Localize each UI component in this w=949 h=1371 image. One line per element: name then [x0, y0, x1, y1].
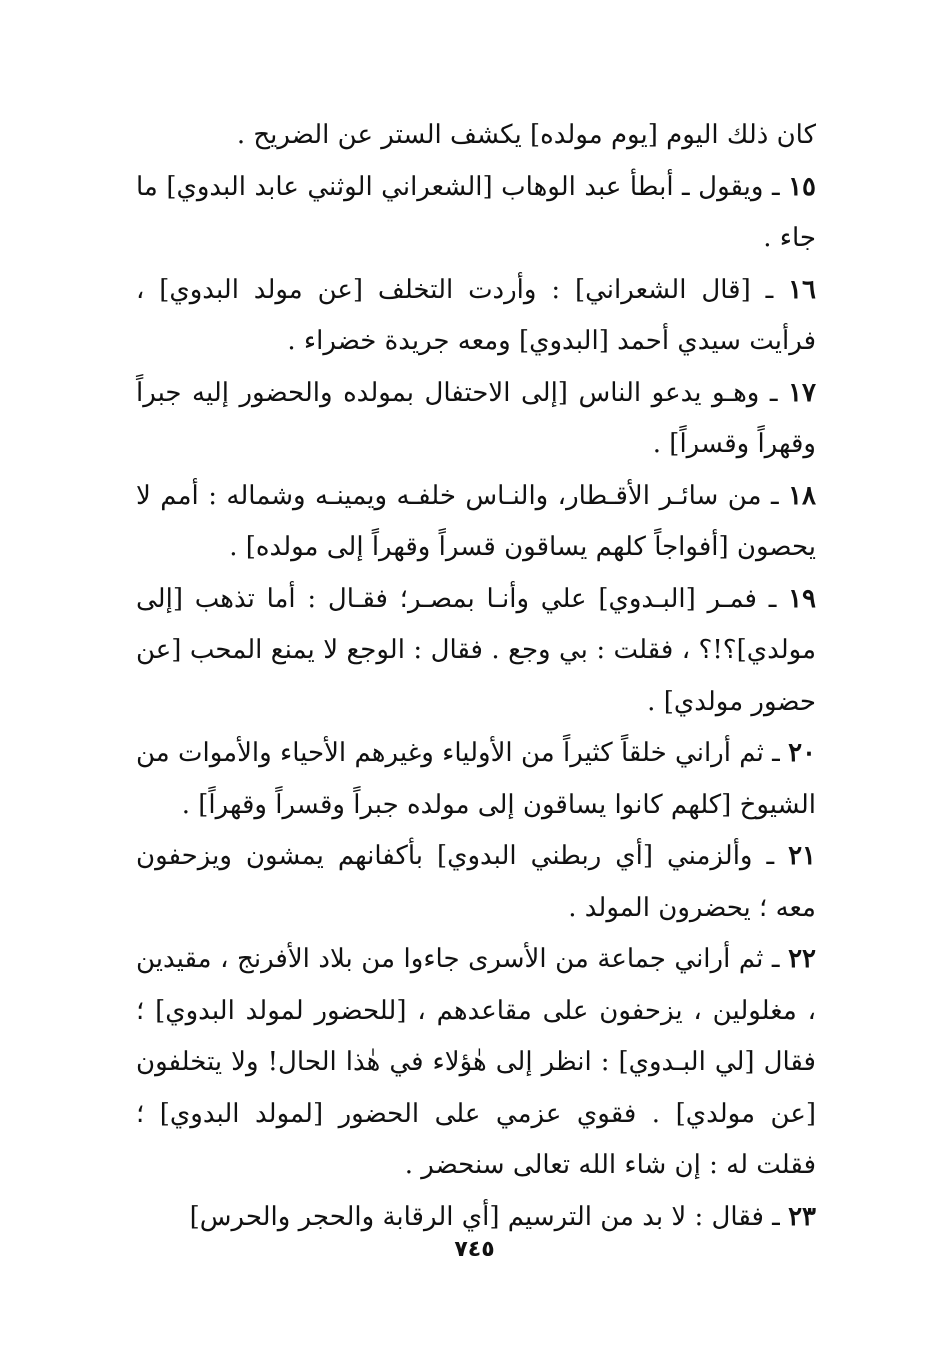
- paragraph-19: [136, 574, 816, 729]
- paragraph-text: ـ فمـر [البـدوي] علي وأنـا بمصـر؛ فقـال : أما تذهب [إلى مولدي]؟!؟ ، فقلت : بي وجع . فقال : الوجع لا يمنع المحب [عن حضور مولدي] .: [136, 583, 816, 717]
- paragraph-16: [136, 265, 816, 368]
- paragraph-17: [136, 368, 816, 471]
- paragraph-text: ـ [قال الشعراني] : وأردت التخلف [عن مولد البدوي] ، فرأيت سيدي أحمد [البدوي] ومعه جريدة خضراء .: [136, 274, 816, 356]
- paragraph-20: [136, 728, 816, 831]
- paragraph-number: ٢٢: [788, 944, 816, 974]
- paragraph-text: ـ فقال : لا بد من الترسيم [أي الرقابة والحجر والحرس]: [189, 1201, 789, 1232]
- paragraph-text: ـ من سائـر الأقـطار، والنـاس خلفـه ويمينـه وشماله : أمم لا يحصون [أفواجاً كلهم يساقون قسراً وقهراً إلى مولده] .: [136, 480, 816, 562]
- paragraph-21: [136, 831, 816, 934]
- paragraph-text: ـ ثم أراني جماعة من الأسرى جاءوا من بلاد الأفرنج ، مقيدين ، مغلولين ، يزحفون على مقاعدهم ، [للحضور لمولد البدوي] ؛ فقال [لي البـدوي] : انظر إلى هٰؤلاء في هٰذا الحال! ولا يتخلفون [عن مولدي] . فقوي عزمي على الحضور [لمولد البدوي] ؛ فقلت له : إن شاء الله تعالى سنحضر .: [136, 944, 816, 1180]
- paragraph-number: ٢١: [788, 841, 816, 871]
- paragraph-number: ٢٣: [788, 1201, 816, 1232]
- paragraph-text: ـ وهـو يدعو الناس [إلى الاحتفال بمولده والحضور إليه جبراً وقهراً وقسراً] .: [136, 377, 816, 459]
- page-number: ٧٤٥: [454, 1237, 495, 1262]
- paragraph-number: ١٨: [788, 480, 816, 511]
- paragraph-23: [136, 1192, 816, 1244]
- paragraph-number: ١٥: [788, 171, 816, 202]
- paragraph-text: ـ ويقول ـ أبطأ عبد الوهاب [الشعراني الوثني عابد البدوي] ما جاء .: [136, 171, 816, 253]
- paragraph-15: [136, 162, 816, 265]
- page-body: [136, 110, 816, 1243]
- paragraph-18: [136, 471, 816, 574]
- paragraph-continuation: [136, 110, 816, 162]
- paragraph-text: ـ ثم أراني خلقاً كثيراً من الأولياء وغيرهم الأحياء والأموات من الشيوخ [كلهم كانوا يساقون إلى مولده جبراً وقسراً وقهراً] .: [136, 738, 816, 820]
- paragraph-text: كان ذلك اليوم [يوم مولده] يكشف الستر عن الضريح .: [236, 120, 816, 150]
- paragraph-number: ١٩: [788, 583, 816, 614]
- paragraph-number: ١٧: [788, 377, 817, 408]
- paragraph-number: ٢٠: [788, 738, 816, 768]
- paragraph-22: [136, 934, 816, 1192]
- paragraph-text: ـ وألزمني [أي ربطني البدوي] بأكفانهم يمشون ويزحفون معه ؛ يحضرون المولد .: [136, 841, 816, 923]
- paragraph-number: ١٦: [788, 274, 816, 305]
